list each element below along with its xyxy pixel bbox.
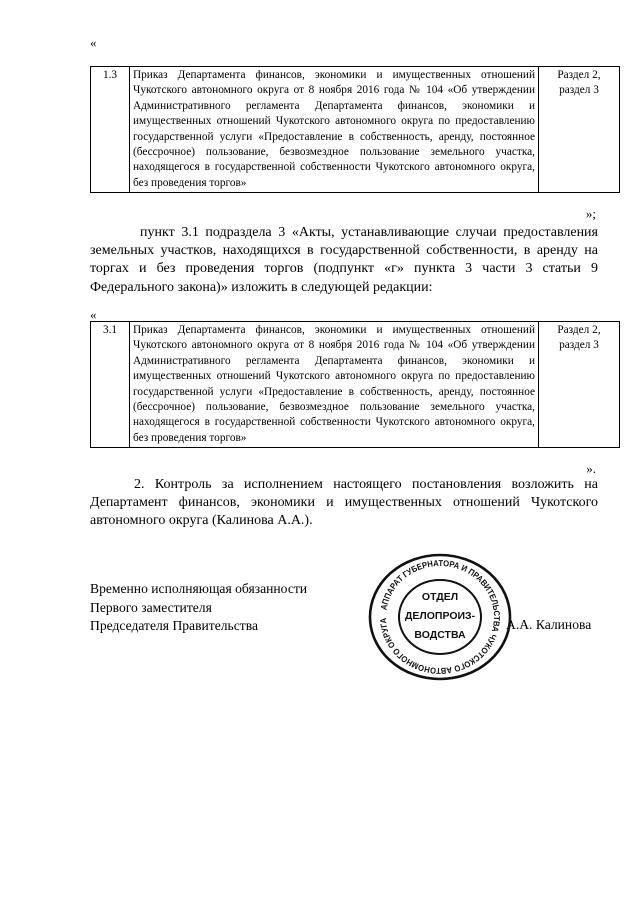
row-number: 1.3 [91,67,130,193]
opening-quote: « [90,35,97,50]
paragraph-control: 2. Контроль за исполнением настоящего постановления возложить на Департамент финансов, экономики и имущественных отношений Чукотского автономного округа (Калинова А.А.). [90,477,598,529]
signature-title-line: Временно исполняющая обязанности [90,581,308,596]
row-number: 3.1 [91,322,130,448]
row-text: Приказ Департамента финансов, экономики и имущественных отношений Чукотского автономного округа от 8 ноября 2016 года № 104 «Об утверждении Административного регламента Департамента финансов, экономики и имущественных отношений Чукотского автономного округа по предоставлению государственной услуги «Предоставление в собственность, аренду, постоянное (бессрочное) пользование, безвозмездное пользование земельного участка, находящегося в государственной собственности Чукотского автономного округа, без проведения торгов» [130,322,539,448]
row-text: Приказ Департамента финансов, экономики и имущественных отношений Чукотского автономного округа от 8 ноября 2016 года № 104 «Об утверждении Административного регламента Департамента финансов, экономики и имущественных отношений Чукотского автономного округа по предоставлению государственной услуги «Предоставление в собственность, аренду, постоянное (бессрочное) пользование, безвозмездное пользование земельного участка, находящегося в государственной собственности Чукотского автономного округа, без проведения торгов» [130,67,539,193]
signature-block [90,580,307,636]
amendment-table-2 [90,321,620,448]
stamp-center-line: ВОДСТВА [414,629,466,641]
stamp-center-line: ДЕЛОПРОИЗ- [404,610,476,622]
table-row [91,67,620,193]
closing-quote: »; [585,206,596,221]
amendment-table-1 [90,66,620,193]
official-stamp [367,553,513,681]
closing-quote: ». [586,461,596,476]
row-section: Раздел 2, раздел 3 [539,67,620,193]
signature-title-line: Председателя Правительства [90,618,258,634]
row-section: Раздел 2, раздел 3 [539,322,620,448]
stamp-ring-text: АППАРАТ ГУБЕРНАТОРА И ПРАВИТЕЛЬСТВА ЧУКОТСКОГО АВТОНОМНОГО ОКРУГА [377,557,503,677]
signatory-name: А.А. Калинова [506,617,592,632]
paragraph-amend-point: пункт 3.1 подраздела 3 «Акты, устанавливающие случаи предоставления земельных участков, находящихся в государственной собственности, в аренду на торгах и без проведения торгов (подпункт «г» пункта 3 части 3 статьи 9 Федерального закона)» изложить в следующей редакции: [90,225,598,295]
stamp-center-line: ОТДЕЛ [421,591,459,603]
signature-title-line: Первого заместителя [90,599,212,615]
table-row [91,322,620,448]
opening-quote: « [90,307,97,322]
